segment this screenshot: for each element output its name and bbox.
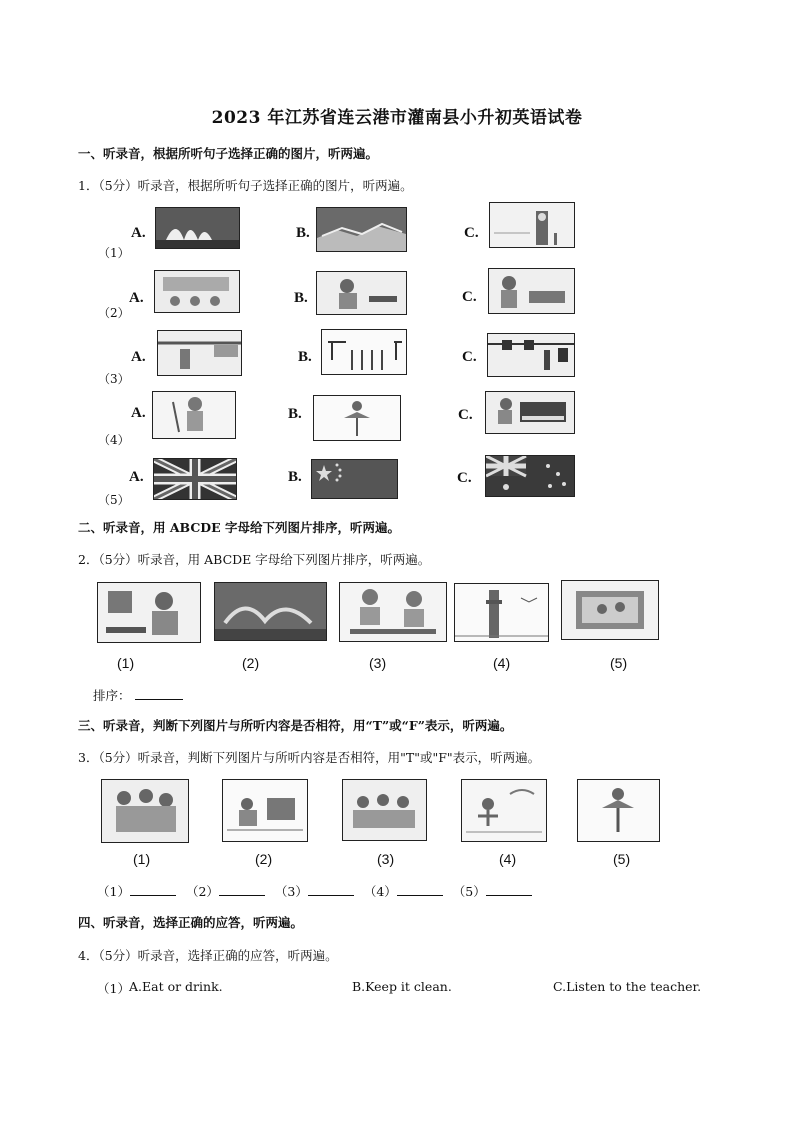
section-2-heading: 二、听录音，用 ABCDE 字母给下列图片排序，听两遍。: [78, 520, 401, 535]
traffic-lights-picture[interactable]: [487, 333, 575, 377]
section-4-heading: 四、听录音，选择正确的应答，听两遍。: [78, 915, 304, 930]
q2-picture-1[interactable]: [97, 582, 201, 643]
q4-item-1-option-c[interactable]: C.Listen to the teacher.: [553, 979, 702, 994]
q1-r5-number: （5）: [98, 493, 130, 507]
q3-blank-label-5: （5）: [452, 884, 486, 899]
q1-r1-label-c: C.: [464, 225, 479, 241]
q3-blank-label-1: （1）: [97, 884, 130, 899]
q1-r1-label-b: B.: [296, 225, 310, 241]
q1-r2-label-c: C.: [462, 289, 477, 305]
question-2-text: 2．（5分）听录音，用 ABCDE 字母给下列图片排序，听两遍。: [78, 552, 431, 567]
q2-order-blank[interactable]: [135, 687, 183, 700]
page-title: 2023 年江苏省连云港市灌南县小升初英语试卷: [211, 108, 583, 128]
q1-r4-label-a: A.: [131, 405, 146, 421]
australia-flag-picture[interactable]: [485, 455, 575, 497]
q1-r3-label-c: C.: [462, 349, 477, 365]
q3-caption-5: (5): [613, 851, 631, 867]
q1-r2-label-b: B.: [294, 290, 308, 306]
q2-caption-2: (2): [242, 655, 260, 671]
q3-blank-label-2: （2）: [185, 884, 219, 899]
q3-blank-4[interactable]: [397, 883, 443, 896]
q1-r4-number: （4）: [98, 433, 130, 447]
q3-picture-5[interactable]: [577, 779, 660, 842]
q2-picture-4[interactable]: [454, 583, 549, 642]
q1-r3-label-b: B.: [298, 349, 312, 365]
q2-order-label: 排序：: [93, 688, 131, 703]
q1-r3-number: （3）: [98, 372, 130, 386]
q2-caption-3: (3): [369, 655, 387, 671]
q3-answer-row: [97, 882, 538, 900]
q2-picture-3[interactable]: [339, 582, 447, 642]
cooking-picture[interactable]: [316, 271, 407, 315]
classroom-picture[interactable]: [154, 270, 240, 313]
q1-r4-label-b: B.: [288, 406, 302, 422]
q3-blank-1[interactable]: [130, 883, 176, 896]
q3-caption-3: (3): [377, 851, 395, 867]
question-1-text: 1．（5分）听录音，根据所听句子选择正确的图片，听两遍。: [78, 178, 413, 193]
question-3-text: 3．（5分）听录音，判断下列图片与所听内容是否相符，用"T"或"F"表示，听两遍。: [78, 750, 541, 765]
q3-picture-4[interactable]: [461, 779, 547, 842]
q3-blank-3[interactable]: [308, 883, 354, 896]
china-flag-picture[interactable]: [311, 459, 398, 499]
dancer-picture[interactable]: [313, 395, 401, 441]
q4-item-1-option-a[interactable]: A.Eat or drink.: [129, 979, 223, 994]
cleaning-desk-picture[interactable]: [488, 268, 575, 314]
q1-r1-label-a: A.: [131, 225, 146, 241]
q2-caption-4: (4): [493, 655, 511, 671]
section-1-heading: 一、听录音，根据所听句子选择正确的图片，听两遍。: [78, 146, 379, 161]
q3-blank-label-4: （4）: [363, 884, 397, 899]
section-3-heading: 三、听录音，判断下列图片与所听内容是否相符，用“T”或“F”表示，听两遍。: [78, 718, 513, 733]
uk-flag-picture[interactable]: [153, 458, 237, 500]
q1-r2-label-a: A.: [129, 290, 144, 306]
road-crossing-picture[interactable]: [157, 330, 242, 376]
q2-picture-2[interactable]: [214, 582, 327, 641]
q2-picture-5[interactable]: [561, 580, 659, 640]
zebra-crossing-picture[interactable]: [321, 329, 407, 375]
q2-caption-1: (1): [117, 655, 135, 671]
q4-item-1-option-b[interactable]: B.Keep it clean.: [352, 979, 452, 994]
q1-r4-label-c: C.: [458, 407, 473, 423]
q3-blank-label-3: （3）: [274, 884, 308, 899]
q4-item-1-number: （1）: [97, 981, 130, 996]
q3-blank-5[interactable]: [486, 883, 532, 896]
q1-r3-label-a: A.: [131, 349, 146, 365]
q3-picture-3[interactable]: [342, 779, 427, 841]
piano-player-picture[interactable]: [485, 391, 575, 434]
q3-picture-1[interactable]: [101, 779, 189, 843]
q3-caption-1: (1): [133, 851, 151, 867]
q3-caption-2: (2): [255, 851, 273, 867]
great-wall-picture[interactable]: [316, 207, 407, 252]
q3-blank-2[interactable]: [219, 883, 265, 896]
q1-r1-number: （1）: [98, 246, 130, 260]
q2-order-row: [93, 686, 189, 704]
q1-r2-number: （2）: [98, 306, 130, 320]
q3-caption-4: (4): [499, 851, 517, 867]
q1-r5-label-a: A.: [129, 469, 144, 485]
q1-r5-label-b: B.: [288, 469, 302, 485]
big-ben-picture[interactable]: [489, 202, 575, 248]
q1-r5-label-c: C.: [457, 470, 472, 486]
opera-house-picture[interactable]: [155, 207, 240, 249]
q3-picture-2[interactable]: [222, 779, 308, 842]
violin-player-picture[interactable]: [152, 391, 236, 439]
q2-caption-5: (5): [610, 655, 628, 671]
question-4-text: 4．（5分）听录音，选择正确的应答，听两遍。: [78, 948, 338, 963]
